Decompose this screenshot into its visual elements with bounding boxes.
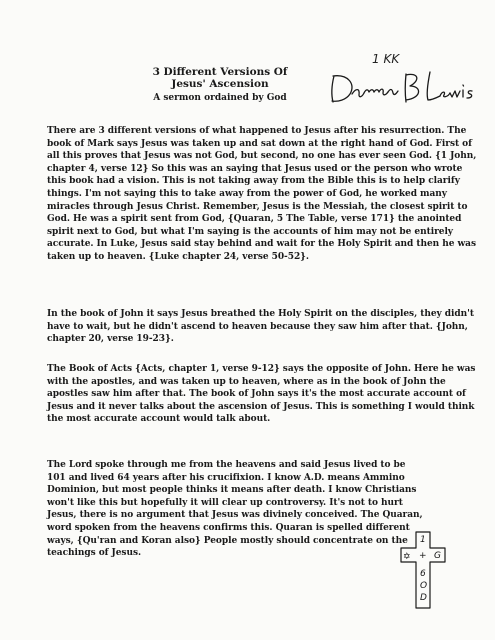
cross-star-mark: ✡ [403,552,411,562]
title-line-1: 3 Different Versions Of [152,66,288,78]
subtitle: A sermon ordained by God [153,93,287,103]
paragraph-4: The Lord spoke through me from the heavens and said Jesus lived to be 101 and lived 64 years after his crucifixion. I know A.D. means Ammino Dominion, but most people thinks it means after death. I know Christians won't like this but hopefully it will clear up controversy. It's not to hurt Jesus, there is no argument that Jesus was divinely conceived. The Quaran, word spoken from the heavens confirms this. Quaran is spelled different ways, {Qu'ran and Koran also} People mostly should concentrate on the teachings of Jesus. [47,460,423,559]
paragraph-3: The Book of Acts {Acts, chapter 1, verse 9-12} says the opposite of John. Here he was with the apostles, and was taken up to heaven, where as in the book of John the apostles saw him after that. The book of John says it's the most accurate account of Jesus and it never talks about the ascension of Jesus. This is something I would think the most accurate account would talk about. [47,364,476,425]
signature-mark: 1 KK [372,52,400,66]
title-line-2: Jesus' Ascension [171,78,269,90]
paragraph-2: In the book of John it says Jesus breathed the Holy Spirit on the disciples, they didn't have to wait, but he didn't ascend to heaven because they saw him after that. {John, chapter 20, verse 19-23}. [47,309,474,345]
title-block [120,66,320,104]
cross-lower-3: D [420,593,427,603]
cross-center-mark: + [419,551,427,561]
cross-right-mark: G [434,551,441,561]
paragraph-1: There are 3 different versions of what happened to Jesus after his resurrection. The book of Mark says Jesus was taken up and sat down at the right hand of God. First of all this proves that Jesus was not God, but second, no one has ever seen God. {1 John, chapter 4, verse 12} So this was an saying that Jesus used or the person who wrote this book had a vision. This is not taking away from the Bible this is to help clarify things. I'm not saying this to take away from the power of God, he worked many miracles through Jesus Christ. Remember, Jesus is the Messiah, the closest spirit to God. He was a spirit sent from God, {Quaran, 5 The Table, verse 171} the anointed spirit next to God, but what I'm saying is the accounts of him may not be entirely accurate. In Luke, Jesus said stay behind and wait for the Holy Spirit and then he was taken up to heaven. {Luke chapter 24, verse 50-52}. [47,126,477,262]
cross-top-mark: 1 [420,535,426,545]
handwritten-signature [326,66,486,106]
cross-lower-1: 6 [420,569,426,579]
hand-drawn-cross-icon [399,530,447,610]
cross-lower-2: O [420,581,428,591]
